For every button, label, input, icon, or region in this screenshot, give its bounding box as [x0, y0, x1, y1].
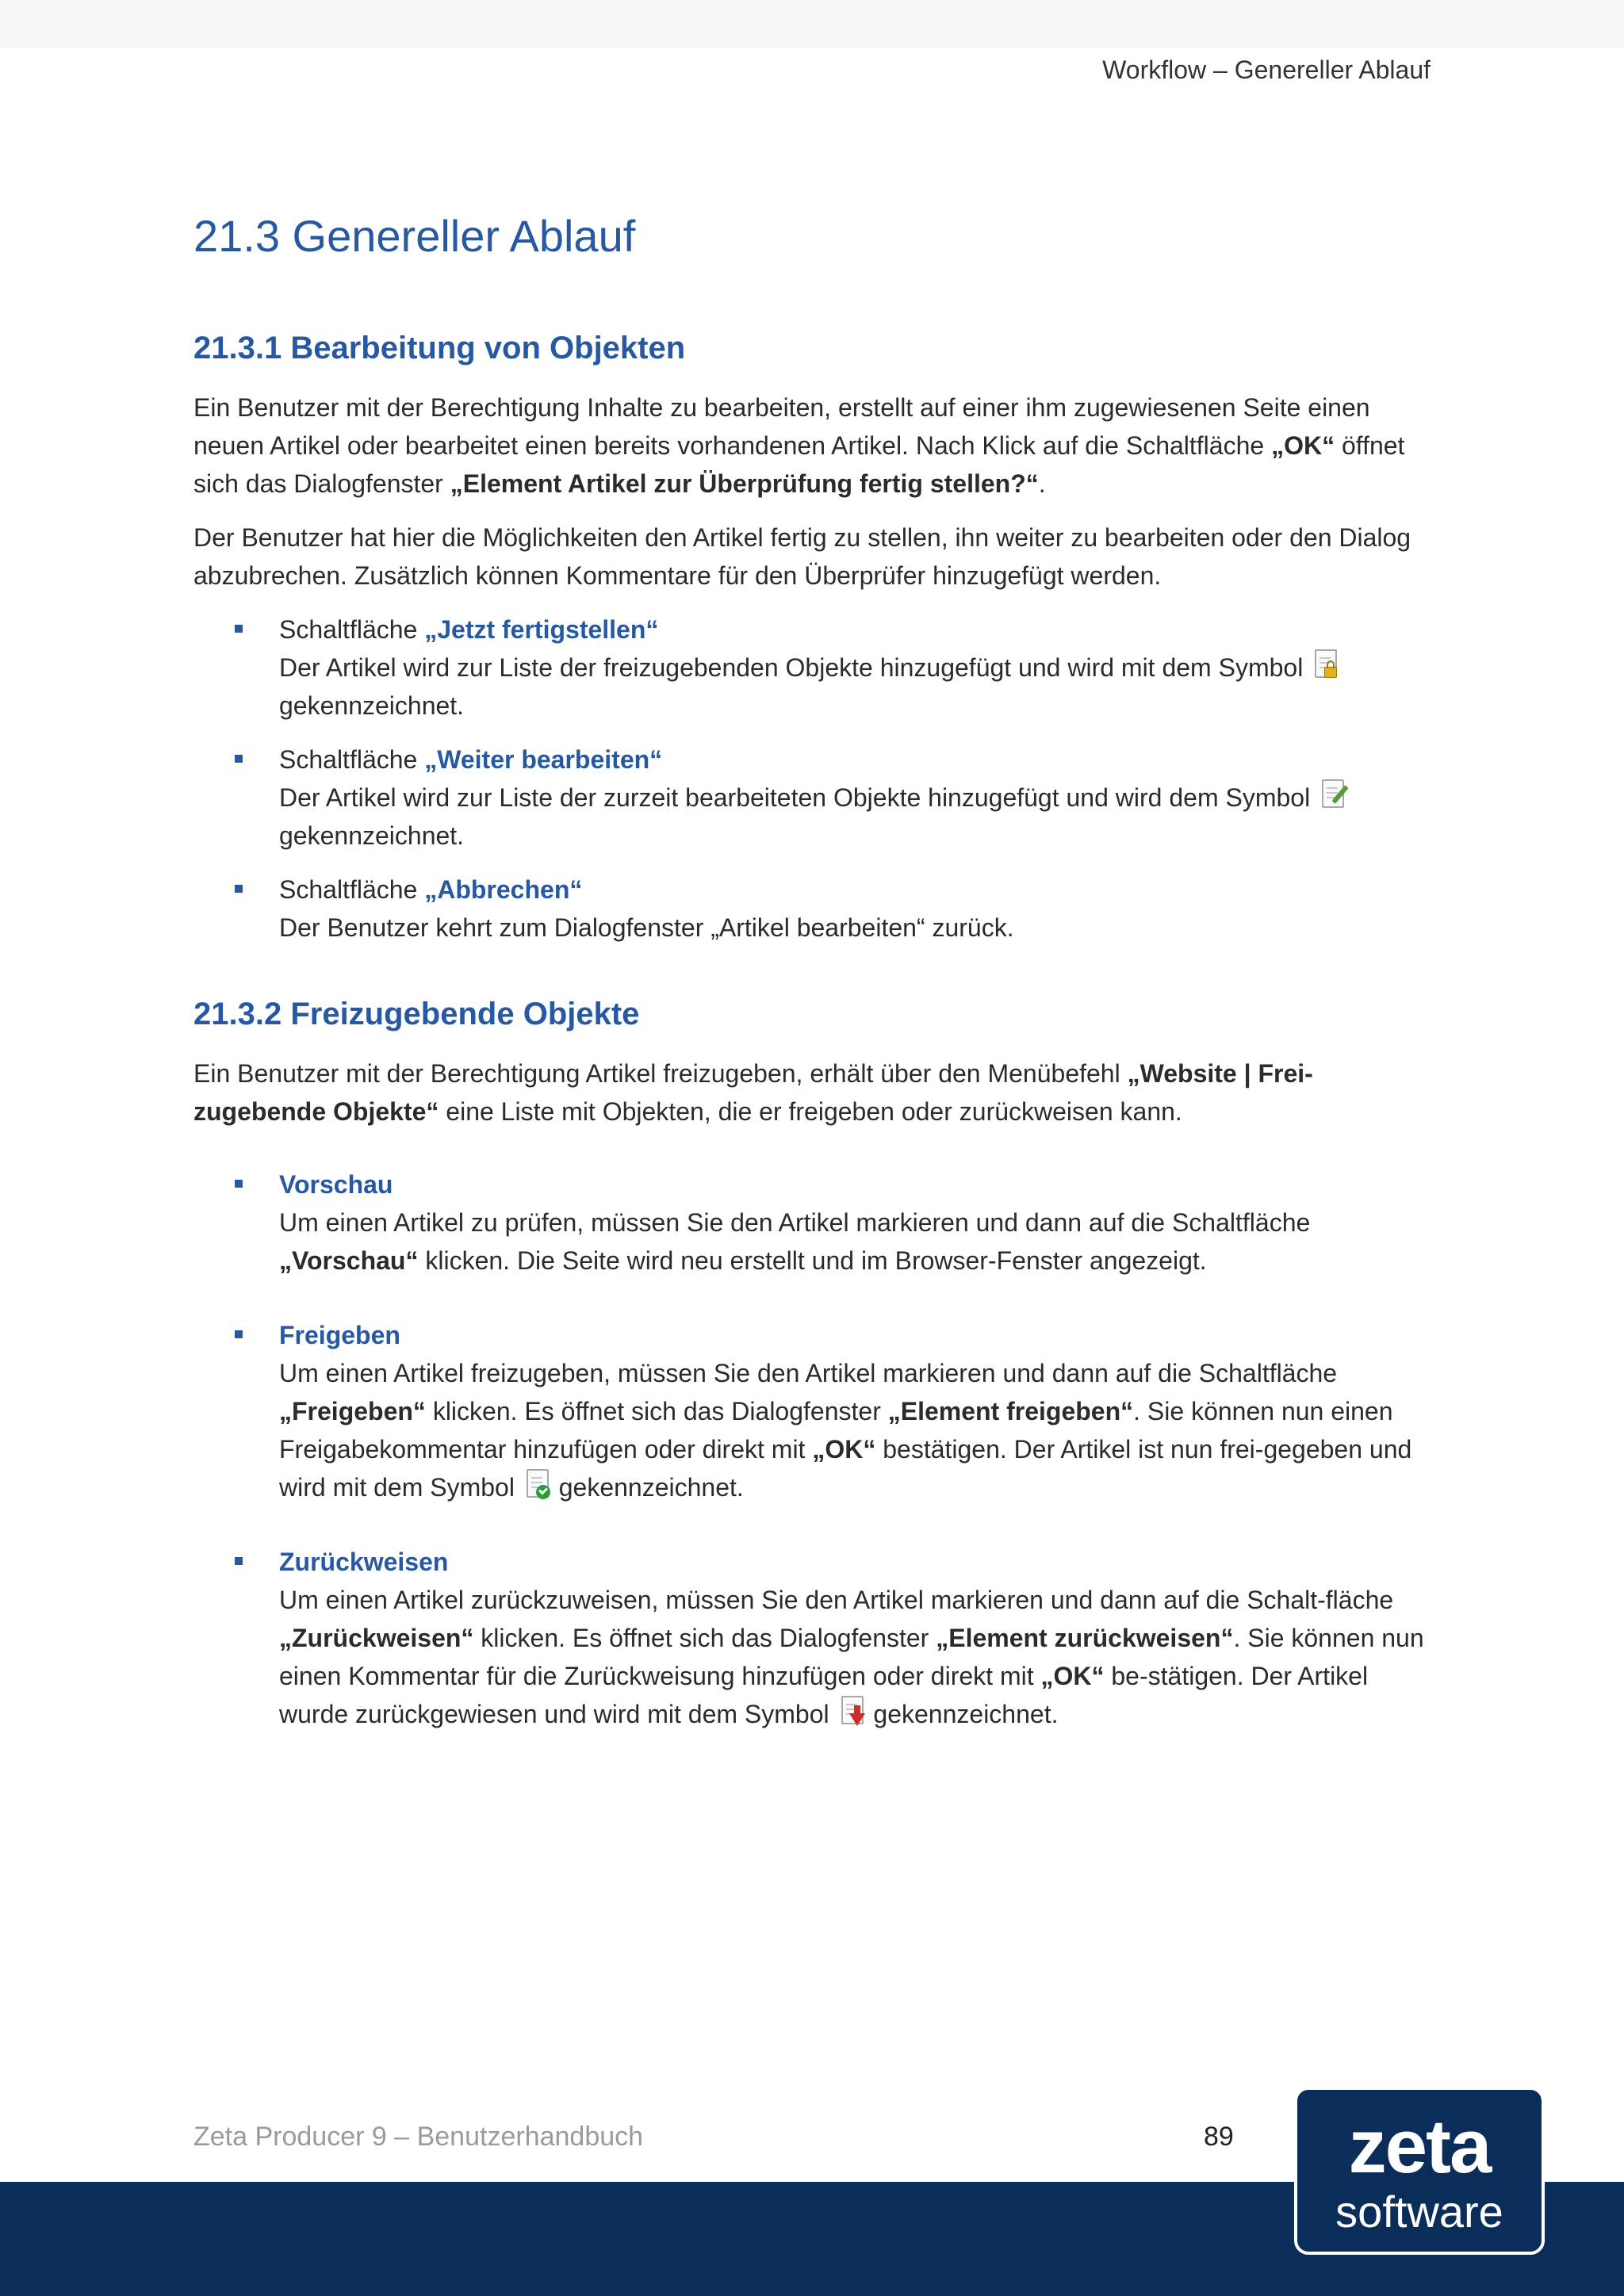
button-list — [193, 610, 1431, 947]
page-content — [193, 205, 1431, 1770]
footer-title: Zeta Producer 9 – Benutzerhandbuch — [193, 2122, 644, 2152]
paragraph-approval-intro: Ein Benutzer mit der Berechtigung Artikel freizugeben, erhält über den Menübefehl „Website | Frei-zugebende Objekte“ eine Liste mit Objekten, die er freigeben oder zurückweisen kann. — [193, 1059, 1313, 1126]
action-list — [193, 1165, 1431, 1733]
bullet-icon — [235, 1180, 243, 1188]
list-item-continue-editing: Schaltfläche „Weiter bearbeiten“ Der Artikel wird zur Liste der zurzeit bearbeiteten Objekte hinzugefügt und wird dem Symbol gekennzeichnet. — [193, 740, 1431, 855]
document-edit-icon — [1320, 779, 1344, 809]
document-lock-icon — [1313, 649, 1337, 679]
zeta-software-logo — [1294, 2087, 1545, 2255]
paragraph-editing-intro: Ein Benutzer mit der Berechtigung Inhalte zu bearbeiten, erstellt auf einer ihm zugewiesenen Seite einen neuen Artikel oder bearbeitet einen bereits vorhandenen Artikel. Nach Klick auf die Schaltfläche „OK“ öffnet sich das Dialogfenster „Element Artikel zur Überprüfung fertig stellen?“. — [193, 393, 1405, 498]
list-item-cancel: Schaltfläche „Abbrechen“ Der Benutzer kehrt zum Dialogfenster „Artikel bearbeiten“ zurück. — [193, 871, 1431, 947]
top-margin-bar — [0, 0, 1624, 48]
list-item-approve: Freigeben Um einen Artikel freizugeben, müssen Sie den Artikel markieren und dann auf die Schaltfläche „Freigeben“ klicken. Es öffnet sich das Dialogfenster „Element freigeben“. Sie können nun einen Freigabekommentar hinzufügen oder direkt mit „OK“ bestätigen. Der Artikel ist nun frei-gegeben und wird mit dem Symbol gekennzeichnet. — [193, 1316, 1431, 1506]
bullet-icon — [235, 1330, 243, 1338]
list-item-reject: Zurückweisen Um einen Artikel zurückzuweisen, müssen Sie den Artikel markieren und dann auf die Schalt-fläche „Zurückweisen“ klicken. Es öffnet sich das Dialogfenster „Element zurückweisen“. Sie können nun einen Kommentar für die Zurückweisung hinzufügen oder direkt mit „OK“ be-stätigen. Der Artikel wurde zurückgewiesen und wird mit dem Symbol gekennzeichnet. — [193, 1543, 1431, 1733]
bullet-icon — [235, 885, 243, 893]
page-title: 21.3 Genereller Ablauf — [193, 211, 636, 261]
document-reject-icon — [840, 1696, 864, 1726]
section-heading-approval: 21.3.2 Freizugebende Objekte — [193, 997, 640, 1031]
list-item-finish-now: Schaltfläche „Jetzt fertigstellen“ Der Artikel wird zur Liste der freizugebenden Objekte hinzugefügt und wird mit dem Symbol gekennzeichnet. — [193, 610, 1431, 725]
bullet-icon — [235, 755, 243, 763]
section-heading-editing: 21.3.1 Bearbeitung von Objekten — [193, 331, 686, 365]
page-number: 89 — [1204, 2122, 1234, 2152]
bullet-icon — [235, 625, 243, 633]
bullet-icon — [235, 1557, 243, 1565]
logo-wordmark: zeta — [1348, 2104, 1491, 2189]
document-check-icon — [525, 1469, 549, 1499]
logo-subtitle: software — [1335, 2187, 1503, 2237]
list-item-preview: Vorschau Um einen Artikel zu prüfen, müssen Sie den Artikel markieren und dann auf die Schaltfläche „Vorschau“ klicken. Die Seite wird neu erstellt und im Browser-Fenster angezeigt. — [193, 1165, 1431, 1280]
running-header: Workflow – Genereller Ablauf — [1102, 55, 1431, 84]
paragraph-editing-options: Der Benutzer hat hier die Möglichkeiten den Artikel fertig zu stellen, ihn weiter zu bearbeiten oder den Dialog abzubrechen. Zusätzlich können Kommentare für den Überprüfer hinzugefügt werden. — [193, 523, 1411, 590]
